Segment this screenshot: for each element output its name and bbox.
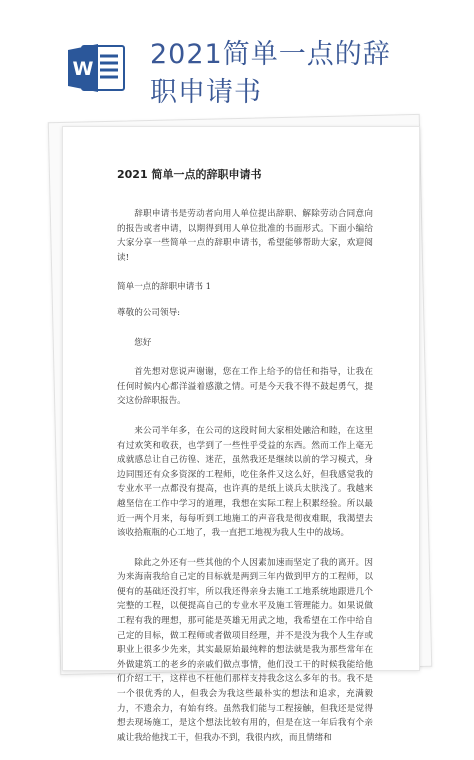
document-title: 2021 简单一点的辞职申请书	[117, 168, 262, 181]
paragraph-experience: 来公司半年多，在公司的这段时间大家相处融洽和睦，在这里有过欢笑和收获，也学到了一些性乎受益的东西。然而工作上毫无成就感总让自己彷徨、迷茫，虽然我还是继续以前的学习模式，身边同围还有众多资深的工程师，吃住条件又这么好，但我感觉我的专业水平一点都没有提高，也许真的是纸上谈兵太肤浅了。我越来越坚信在工作中学习的道理，我想在实际工程上积累经验。所以最近一两个月来，每每听到工地施工的声音我是彻夜难眠，我渴望去该收拾瓶瓶的心工地了，我一直把工地视为我人生中的战场。	[117, 425, 373, 539]
paragraph-reasons: 除此之外还有一些其他的个人因素加速而坚定了我的离开。因为来海南我给自己定的目标就是两到三年内做到甲方的工程师，以便有的基础还没打牢，所以我还得亲身去施工工地系统地跟进几个完整的工程，以便提高自己的专业水平及施工管理能力。如果说做工程有我的理想，那可能是英雄无用武之地，我希望在工作中给自己定的目标，做工程师或者做项目经理，并不是没为我个人生存或职业上很多少先来，其实最原始最纯粹的想法就是我为那些常年在外做建筑工的老乡的亲戚们做点事情，他们没工干的时候我能给他们介绍工干，这样也不枉他们那样支持我念这么多年的书。我不是一个很优秀的人，但我会为我这些最朴实的想法和追求，充满毅力，不遗余力，有始有终。虽然我们能与工程接触，但我还是觉得想去现场施工，是这个想法比较有用的，但是在这一年后我有个亲戚让我给他找工干，但我办不到，我很内疚，而且情绪和	[117, 557, 373, 743]
page-title-line-1: 2021简单一点的辞	[150, 39, 391, 70]
document-body	[117, 167, 373, 760]
intro-paragraph: 辞职申请书是劳动者向用人单位提出辞职、解除劳动合同意向的报告或者申请，以期得到用人单位批准的书面形式。下面小编给大家分享一些简单一点的辞职申请书，希望能够帮助大家，欢迎阅读!	[117, 209, 373, 263]
word-icon-letter: W	[72, 58, 94, 80]
salutation: 尊敬的公司领导:	[117, 307, 181, 318]
header	[0, 0, 474, 120]
greeting: 您好	[134, 337, 152, 348]
page-title	[150, 36, 391, 112]
word-document-icon	[66, 42, 128, 94]
section-heading: 简单一点的辞职申请书 1	[117, 282, 212, 293]
page-title-line-2: 职申请书	[150, 77, 262, 108]
document-page	[62, 126, 420, 743]
paragraph-thanks: 首先想对您说声谢谢，您在工作上给予的信任和指导，让我在任何时候内心都洋溢着感激之情。可是今天我不得不鼓起勇气，提交这份辞职报告。	[117, 367, 373, 407]
